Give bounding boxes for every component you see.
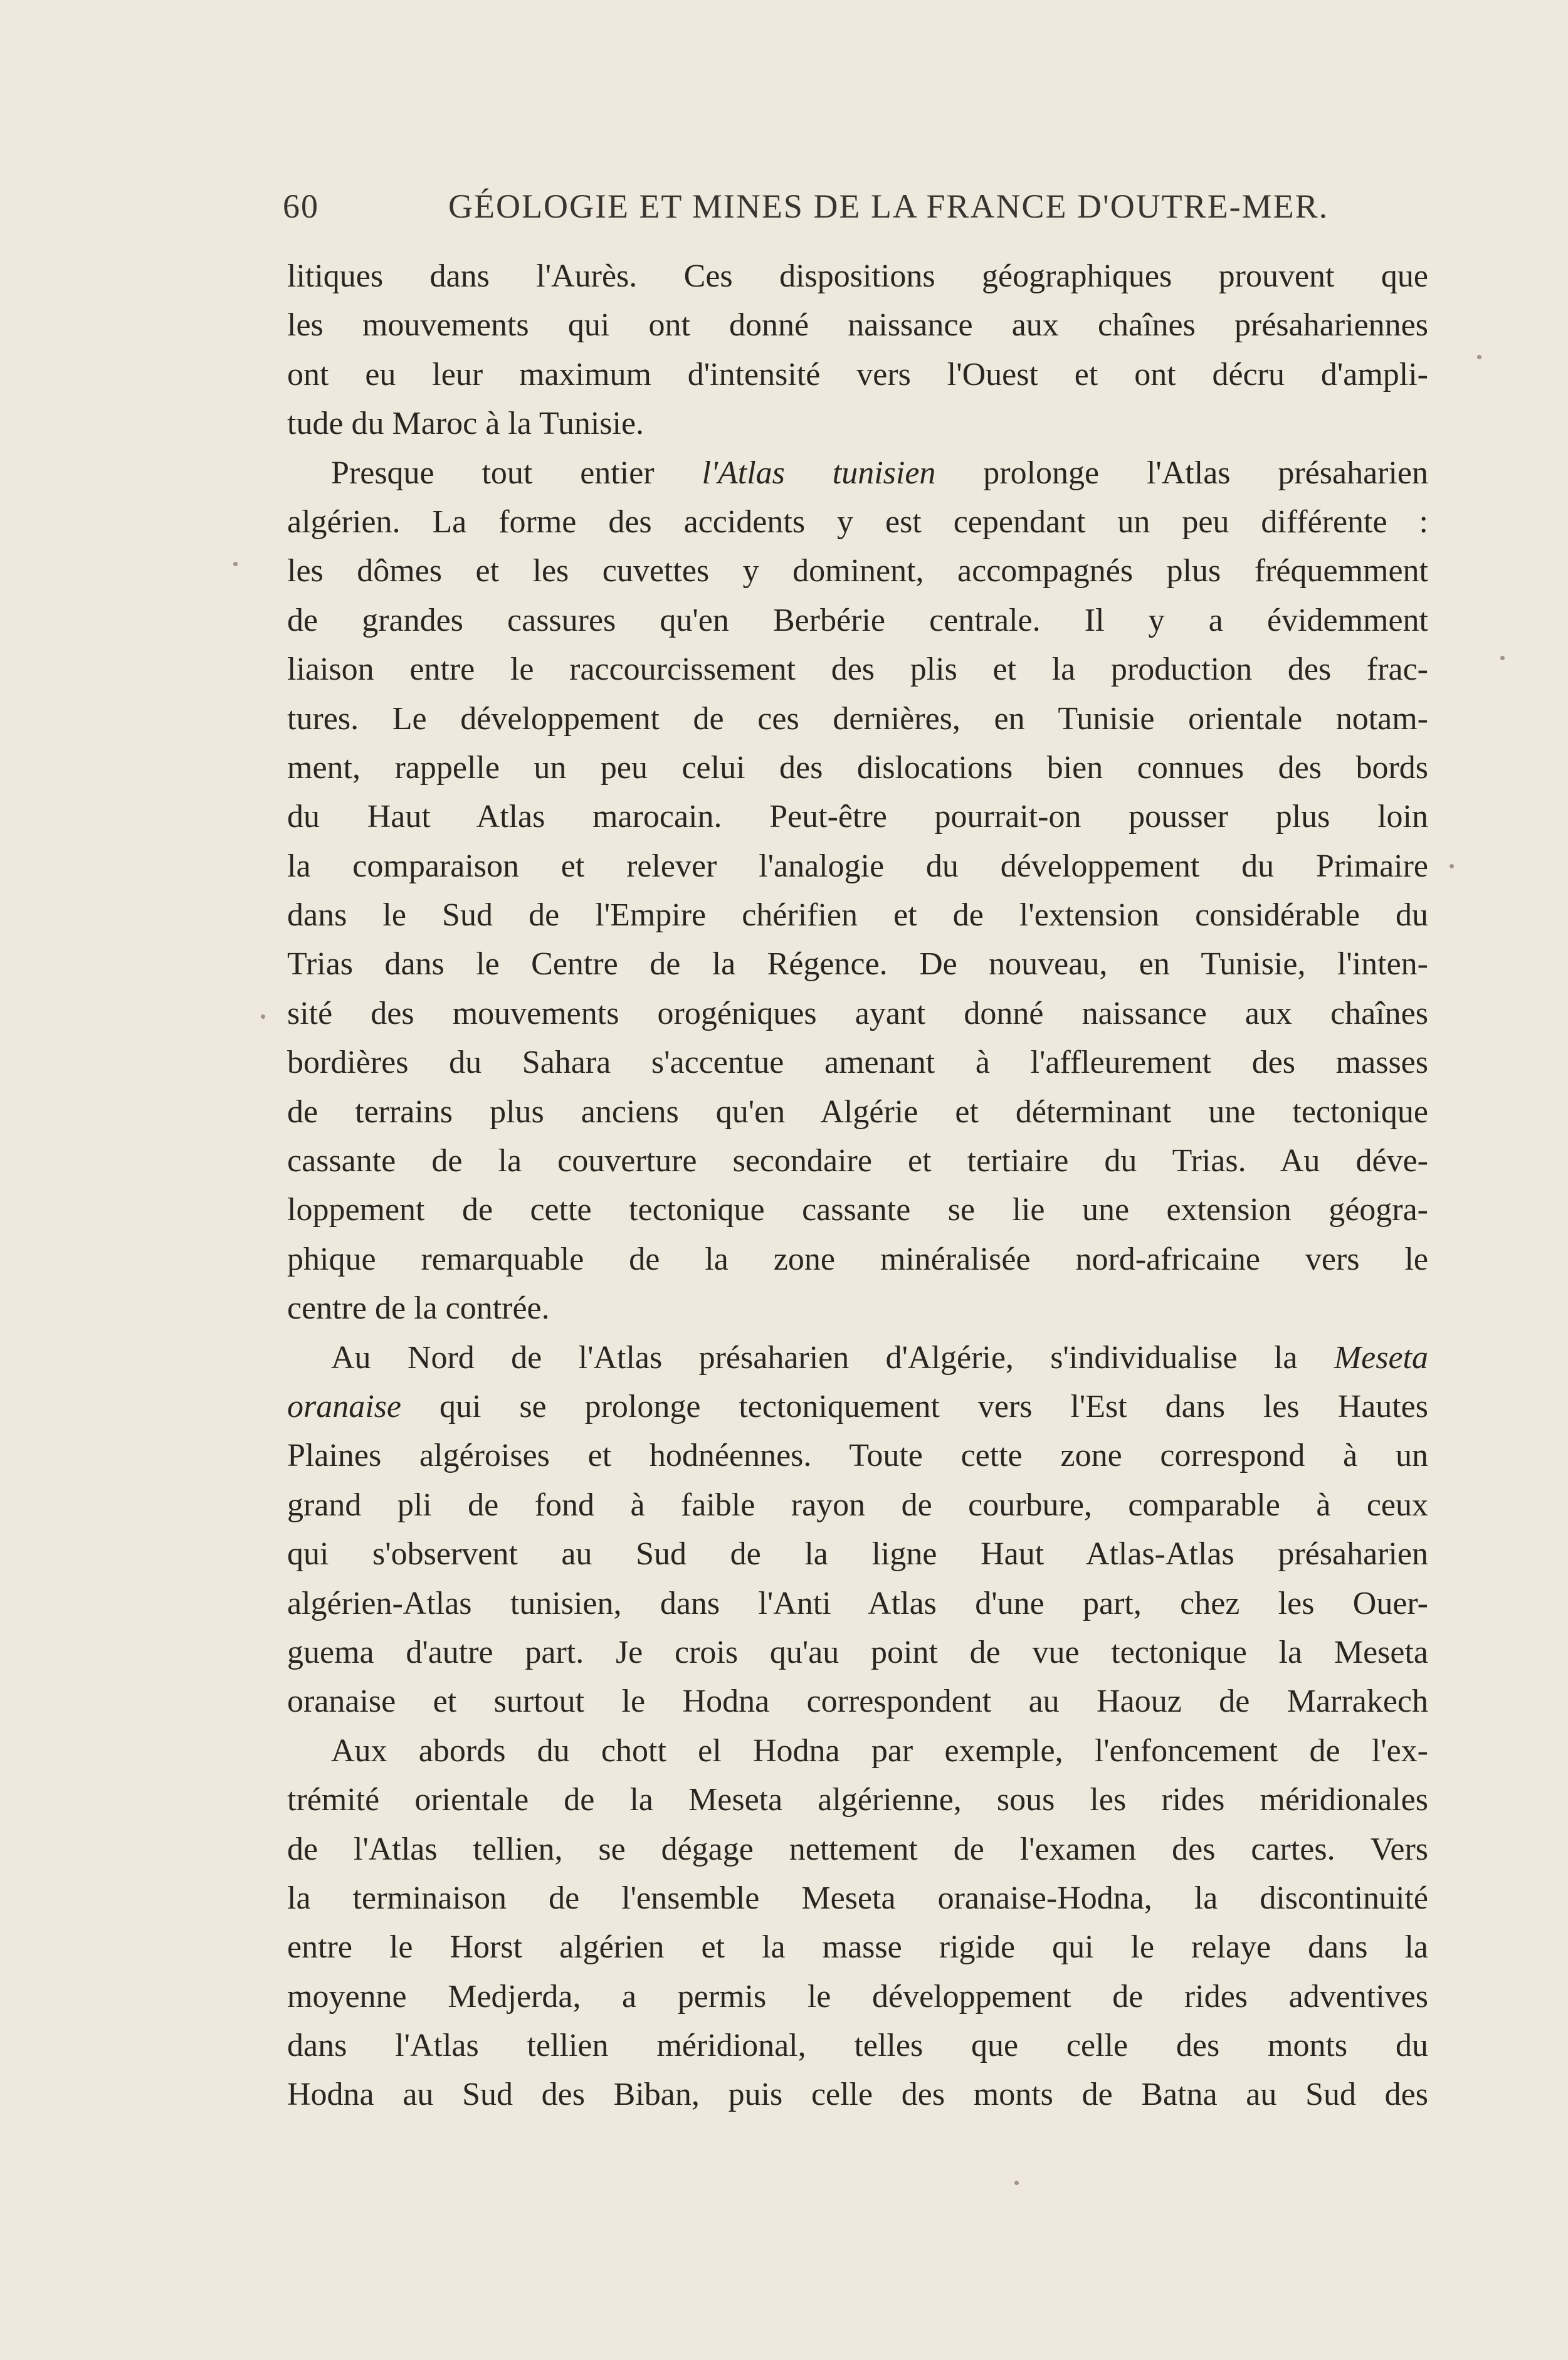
text-line: ment, rappelle un peu celui des dislocations bien connues des bords: [287, 749, 1428, 786]
text-line: la terminaison de l'ensemble Meseta oranaise-Hodna, la discontinuité: [287, 1880, 1428, 1916]
text-line: loppement de cette tectonique cassante se lie une extension géogra-: [287, 1192, 1428, 1228]
text-span: Presque tout entier: [331, 455, 702, 491]
text-line: liaison entre le raccourcissement des plis et la production des frac-: [287, 651, 1428, 688]
text-line: les mouvements qui ont donné naissance aux chaînes présahariennes: [287, 307, 1428, 344]
text-line: grand pli de fond à faible rayon de courbure, comparable à ceux: [287, 1487, 1428, 1523]
italic-term-meseta: Meseta: [1334, 1339, 1428, 1376]
text-line: centre de la contrée.: [287, 1290, 550, 1327]
text-span: qui se prolonge tectoniquement vers l'Est dans les Hautes: [401, 1388, 1428, 1425]
text-line: algérien-Atlas tunisien, dans l'Anti Atlas d'une part, chez les Ouer-: [287, 1585, 1428, 1621]
paper-speck: [261, 1014, 265, 1019]
text-line: entre le Horst algérien et la masse rigide qui le relaye dans la: [287, 1929, 1428, 1966]
text-line: Hodna au Sud des Biban, puis celle des monts de Batna au Sud des: [287, 2077, 1428, 2113]
text-line: oranaise et surtout le Hodna correspondent au Haouz de Marrakech: [287, 1683, 1428, 1720]
paper-speck: [1450, 864, 1454, 868]
italic-term-atlas-tunisien: l'Atlas tunisien: [702, 455, 936, 491]
body-text: [287, 252, 1428, 2120]
text-line: qui s'observent au Sud de la ligne Haut Atlas-Atlas présaharien: [287, 1536, 1428, 1572]
paragraph-start-line: [287, 449, 1428, 498]
running-title: GÉOLOGIE ET MINES DE LA FRANCE D'OUTRE-MER.: [448, 187, 1329, 225]
text-line: ont eu leur maximum d'intensité vers l'Ouest et ont décru d'ampli-: [287, 356, 1428, 392]
text-line: du Haut Atlas marocain. Peut-être pourrait-on pousser plus loin: [287, 799, 1428, 835]
paragraph-start-line: [287, 1334, 1428, 1383]
text-line: de l'Atlas tellien, se dégage nettement de l'examen des cartes. Vers: [287, 1831, 1428, 1867]
text-line: dans l'Atlas tellien méridional, telles que celle des monts du: [287, 2028, 1428, 2064]
text-line: litiques dans l'Aurès. Ces dispositions géographiques prouvent que: [287, 258, 1428, 294]
text-line: guema d'autre part. Je crois qu'au point de vue tectonique la Meseta: [287, 1634, 1428, 1670]
text-line: bordières du Sahara s'accentue amenant à l'affleurement des masses: [287, 1045, 1428, 1081]
text-line: tude du Maroc à la Tunisie.: [287, 406, 645, 442]
page-header: [283, 187, 1329, 227]
text-span: prolonge l'Atlas présaharien: [935, 455, 1428, 491]
text-line: [287, 1383, 1428, 1431]
text-line: les dômes et les cuvettes y dominent, accompagnés plus fréquemment: [287, 553, 1428, 589]
text-line: sité des mouvements orogéniques ayant donné naissance aux chaînes: [287, 995, 1428, 1031]
text-line: tures. Le développement de ces dernières, en Tunisie orientale notam-: [287, 700, 1428, 737]
italic-term-oranaise: oranaise: [287, 1388, 401, 1425]
text-span: Au Nord de l'Atlas présaharien d'Algérie, s'individualise la: [331, 1339, 1334, 1376]
paper-speck: [233, 562, 238, 566]
text-line: phique remarquable de la zone minéralisée nord-africaine vers le: [287, 1241, 1428, 1277]
text-line: algérien. La forme des accidents y est cependant un peu différente :: [287, 503, 1428, 540]
text-line: trémité orientale de la Meseta algérienne, sous les rides méridionales: [287, 1782, 1428, 1818]
text-line: de grandes cassures qu'en Berbérie centrale. Il y a évidemment: [287, 602, 1428, 638]
text-line: de terrains plus anciens qu'en Algérie et déterminant une tectonique: [287, 1093, 1428, 1130]
page-number: 60: [283, 187, 319, 225]
text-line: moyenne Medjerda, a permis le développement de rides adventives: [287, 1978, 1428, 2015]
text-line: la comparaison et relever l'analogie du développement du Primaire: [287, 848, 1428, 884]
paper-speck: [1500, 656, 1505, 660]
paragraph-start-line: Aux abords du chott el Hodna par exemple, l'enfoncement de l'ex-: [331, 1732, 1428, 1769]
text-line: dans le Sud de l'Empire chérifien et de l'extension considérable du: [287, 897, 1428, 934]
text-line: Trias dans le Centre de la Régence. De nouveau, en Tunisie, l'inten-: [287, 946, 1428, 982]
paper-speck: [1014, 2181, 1019, 2185]
paper-speck: [1477, 355, 1481, 359]
text-line: Plaines algéroises et hodnéennes. Toute cette zone correspond à un: [287, 1438, 1428, 1474]
text-line: cassante de la couverture secondaire et tertiaire du Trias. Au déve-: [287, 1143, 1428, 1179]
